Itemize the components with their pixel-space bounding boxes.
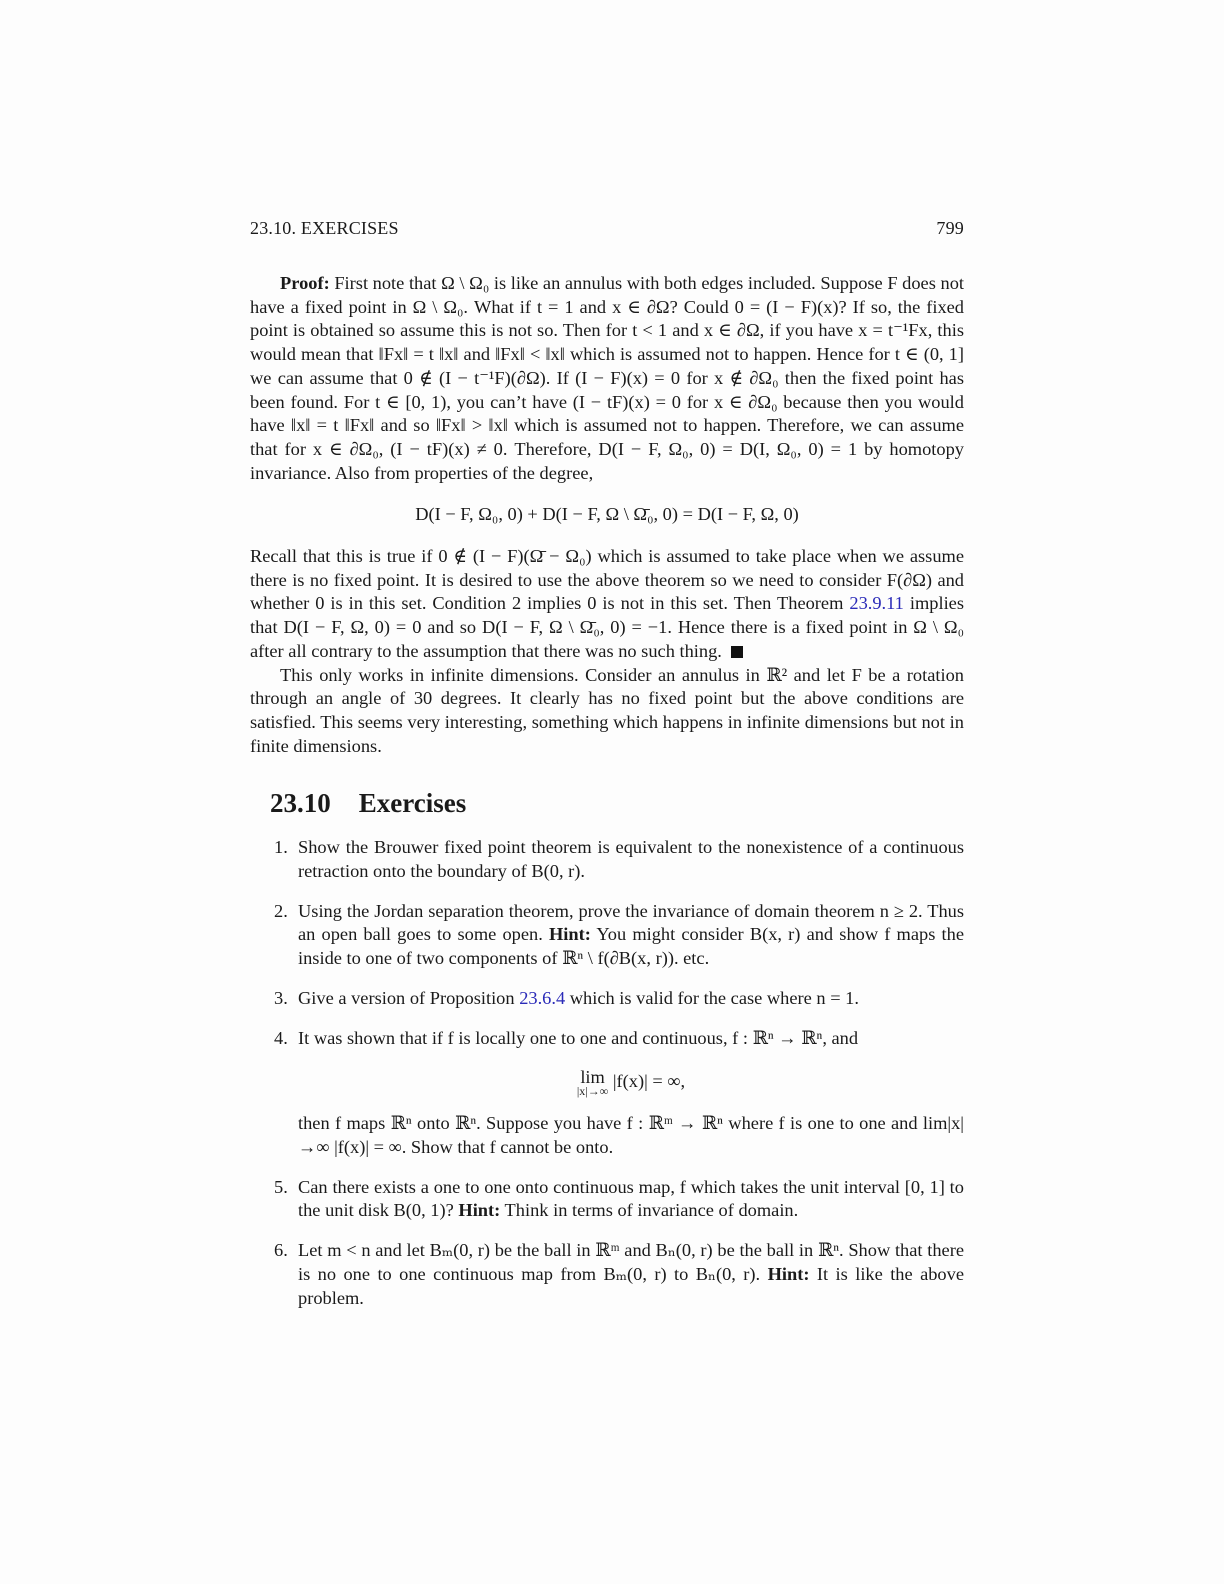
exercise-number: 5.: [274, 1176, 288, 1197]
limit-operator: [576, 1067, 609, 1099]
exercise-item: [250, 900, 964, 971]
limit-subscript: |x|→∞: [576, 1084, 609, 1099]
proof-text-2a: Recall that this is true if 0 ∉ (I − F)(Ω̄ − Ω₀) which is assumed to take place when we assume there is no fixed point. It is desired to use the above theorem so we need to consider F(∂Ω) and whether 0 is in this set. Condition 2 implies 0 is not in this set. Then Theorem: [250, 546, 964, 614]
theorem-link[interactable]: 23.9.11: [849, 593, 904, 614]
proposition-link[interactable]: 23.6.4: [519, 987, 566, 1008]
proof-text: First note that Ω \ Ω₀ is like an annulus with both edges included. Suppose F does not have a fixed point in Ω \ Ω₀. What if t = 1 and x ∈ ∂Ω? Could 0 = (I − F)(x)? If so, the fixed point is obtained so assume this is not so. Then for t < 1 and x ∈ ∂Ω, if you have x = t⁻¹Fx, this would mean that ‖Fx‖ = t ‖x‖ and ‖Fx‖ < ‖x‖ which is assumed not to happen. Hence for t ∈ (0, 1] we can assume that 0 ∉ (I − t⁻¹F)(∂Ω). If (I − F)(x) = 0 for x ∉ ∂Ω₀ then the fixed point has been found. For t ∈ [0, 1), you can’t have (I − tF)(x) = 0 for x ∈ ∂Ω₀ because then you would have ‖x‖ = t ‖Fx‖ and so ‖Fx‖ > ‖x‖ which is assumed not to happen. Therefore, we can assume that for x ∈ ∂Ω₀, (I − tF)(x) ≠ 0. Therefore, D(I − F, Ω₀, 0) = D(I, Ω₀, 0) = 1 by homotopy invariance. Also from properties of the degree,: [250, 273, 964, 483]
exercise-item: [250, 987, 964, 1011]
exercise-text: which is valid for the case where n = 1.: [565, 987, 859, 1008]
exercise-item: [250, 1239, 964, 1310]
exercise-text: Let m < n and let Bₘ(0, r) be the ball in ℝᵐ and Bₙ(0, r) be the ball in ℝⁿ. Show that there is no one to one continuous map from Bₘ(0, r) to Bₙ(0, r).: [298, 1240, 964, 1284]
exercise-text: Can there exists a one to one onto continuous map, f which takes the unit interval [0, 1] to the unit disk B(0, 1)?: [298, 1176, 964, 1221]
exercise-text: It is like the above problem.: [298, 1263, 964, 1308]
exercise-text: Using the Jordan separation theorem, prove the invariance of domain theorem n ≥ 2. Thus an open ball goes to some open.: [298, 900, 964, 945]
remark-paragraph: This only works in infinite dimensions. Consider an annulus in ℝ² and let F be a rotation through an angle of 30 degrees. It clearly has no fixed point but the above conditions are satisfied. This seems very interesting, something which happens in infinite dimensions but not in finite dimensions.: [250, 664, 964, 756]
exercise-text: Think in terms of invariance of domain.: [500, 1200, 799, 1221]
proof-text-2b: implies that D(I − F, Ω, 0) = 0 and so D(I − F, Ω \ Ω̄₀, 0) = −1. Hence there is a fixed point in Ω \ Ω₀ after all contrary to the assumption that there was no such thing.: [250, 593, 964, 661]
limit-word: lim: [580, 1067, 605, 1088]
section-number: 23.10: [270, 788, 331, 819]
exercise-list: [250, 836, 964, 1310]
exercise-number: 6.: [274, 1240, 288, 1261]
exercise-item: [250, 1027, 964, 1160]
degree-equation: D(I − F, Ω₀, 0) + D(I − F, Ω \ Ω̄₀, 0) = D(I − F, Ω, 0): [415, 504, 799, 525]
limit-rhs: |f(x)| = ∞,: [612, 1071, 686, 1092]
exercise-item: [250, 836, 964, 883]
exercise-text: Show the Brouwer fixed point theorem is equivalent to the nonexistence of a continuous retraction onto the boundary of B(0, r).: [298, 837, 964, 882]
limit-equation: [298, 1067, 964, 1099]
running-head-section: 23.10. EXERCISES: [250, 218, 399, 238]
proof-label: Proof:: [280, 273, 330, 293]
hint-label: Hint:: [548, 924, 591, 945]
proof-paragraph-2: [250, 545, 964, 664]
exercise-number: 3.: [274, 987, 288, 1008]
exercise-number: 1.: [274, 837, 288, 858]
exercise-text: Give a version of Proposition: [298, 987, 520, 1008]
proof-paragraph: [250, 272, 964, 485]
exercise-number: 4.: [274, 1027, 288, 1048]
hint-label: Hint:: [767, 1263, 810, 1284]
hint-label: Hint:: [458, 1200, 501, 1221]
exercise-text: You might consider B(x, r) and show f maps the inside to one of two components of ℝⁿ \ f(∂B(x, r)). etc.: [298, 924, 964, 969]
exercise-text: It was shown that if f is locally one to one and continuous, f : ℝⁿ → ℝⁿ, and: [298, 1027, 859, 1048]
body-text: [250, 272, 964, 1326]
section-heading: [270, 786, 964, 820]
page-number: 799: [936, 218, 964, 238]
exercise-item: [250, 1176, 964, 1223]
section-title: Exercises: [358, 788, 467, 819]
exercise-number: 2.: [274, 900, 288, 921]
qed-symbol: [731, 646, 743, 658]
running-head: [250, 218, 964, 239]
exercise-text: then f maps ℝⁿ onto ℝⁿ. Suppose you have f : ℝᵐ → ℝⁿ where f is one to one and lim|x|→∞ |f(x)| = ∞. Show that f cannot be onto.: [298, 1113, 964, 1157]
